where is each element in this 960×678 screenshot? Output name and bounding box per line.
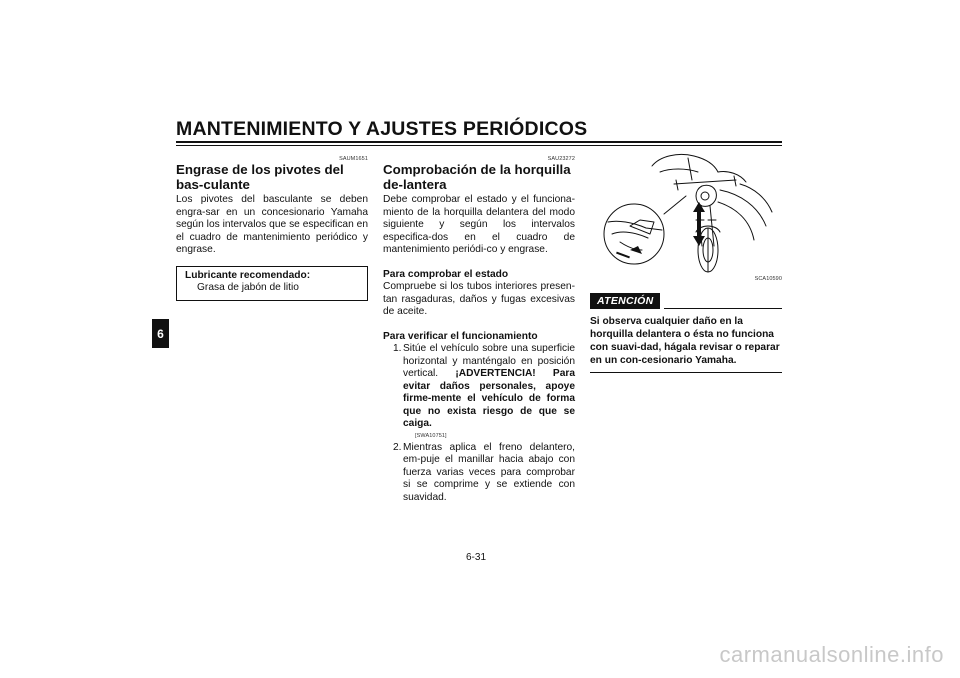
section-heading-fork: Comprobación de la horquilla de-lantera	[383, 162, 571, 192]
attention-badge: ATENCIÓN	[590, 293, 660, 309]
lubricant-box	[176, 266, 368, 301]
page-title: MANTENIMIENTO Y AJUSTES PERIÓDICOS	[176, 118, 588, 140]
watermark-text: carmanualsonline.info	[719, 642, 944, 667]
warning-code: [SWA10751]	[415, 432, 447, 439]
lubricant-value: Grasa de jabón de litio	[197, 282, 299, 293]
step-number: 1.	[393, 343, 402, 354]
column-middle	[383, 156, 575, 504]
fork-illustration	[590, 150, 782, 276]
motorcycle-fork-drawing	[590, 150, 782, 276]
warning-text: ¡ADVERTENCIA! Para evitar daños personales, apoye firme-mente el vehículo de forma que no exista riesgo de que se caiga.	[403, 368, 575, 429]
section-code: SAUM1651	[339, 156, 368, 162]
chapter-tab: 6	[152, 319, 169, 348]
step-text: Mientras aplica el freno delantero, em-puje el manillar hacia abajo con fuerza varias veces para comprobar si se comprime y se extiende con suavidad.	[403, 441, 575, 503]
section-code: SAU23272	[547, 156, 575, 162]
image-code: SCA10590	[754, 276, 782, 282]
header-rule-thin	[176, 145, 782, 146]
column-left	[176, 156, 368, 301]
step-number: 2.	[393, 441, 402, 453]
list-item	[383, 343, 575, 440]
page-number: 6-31	[466, 552, 487, 563]
column-right	[590, 150, 782, 373]
verify-steps	[383, 343, 575, 504]
list-item	[383, 442, 575, 505]
step-text: Sitúe el vehículo sobre una superficie horizontal y manténgalo en posición vertical.	[403, 343, 575, 379]
attention-rule	[664, 308, 782, 309]
attention-header	[590, 293, 782, 309]
check-heading: Para comprobar el estado	[383, 268, 509, 280]
section-heading-swingarm: Engrase de los pivotes del bas-culante	[176, 162, 344, 192]
check-body: Compruebe si los tubos interiores presen-tan rasgaduras, daños y fugas excesivas de aceite.	[383, 281, 575, 317]
verify-heading: Para verificar el funcionamiento	[383, 330, 538, 342]
section-intro: Debe comprobar el estado y el funciona-miento de la horquilla delantera del modo siguiente y según los intervalos especifica-dos en el cuadro de mantenimiento periódi-co y engrase.	[383, 194, 575, 255]
attention-text: Si observa cualquier daño en la horquilla delantera o ésta no funciona con suavi-dad, hágala revisar o reparar en un con-cesionario Yamaha.	[590, 315, 782, 373]
lubricant-title: Lubricante recomendado:	[185, 269, 311, 281]
header-rule	[176, 141, 782, 143]
section-body: Los pivotes del basculante se deben engra-sar en un concesionario Yamaha según los intervalos que se especifican en el cuadro de mantenimiento periódico y engrase.	[176, 194, 368, 255]
page-header	[176, 118, 782, 146]
